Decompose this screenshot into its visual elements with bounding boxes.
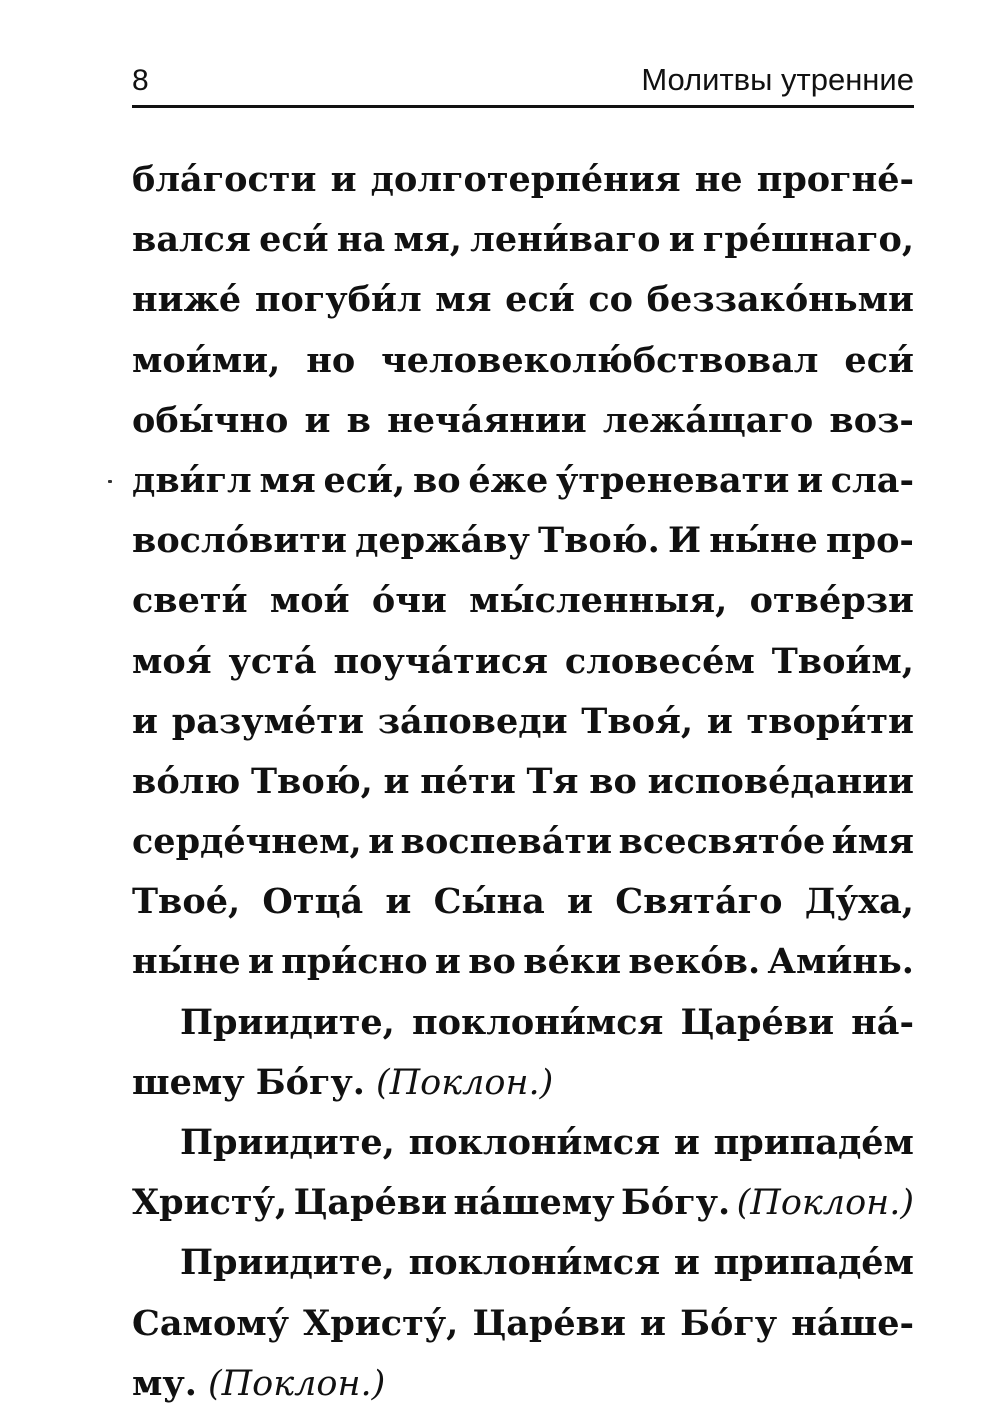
text-word: при́сно [281, 941, 428, 983]
text-word: поклони́мся [408, 1242, 661, 1284]
text-word: и [383, 760, 410, 802]
text-word: пе́ти [420, 760, 516, 802]
text-word: Христу́, [303, 1302, 459, 1344]
text-word: поуча́тися [333, 640, 548, 682]
text-word: Приидите, [180, 1001, 395, 1043]
text-word: припаде́м [713, 1242, 914, 1284]
bow-note: (Поклон.) [208, 1363, 386, 1404]
text-word: Твое́, [132, 881, 241, 923]
text-word: Бо́гу. [620, 1182, 731, 1224]
text-word: Царе́ви [472, 1302, 626, 1344]
text-word: Христу́, [132, 1182, 288, 1224]
text-word: мои́ми, [132, 339, 281, 381]
text-word: мы́сленныя, [469, 580, 728, 622]
text-line [132, 1233, 914, 1293]
text-word: Бо́гу [680, 1302, 778, 1344]
text-word: И [668, 520, 702, 562]
text-word: во [468, 941, 516, 983]
text-word: Приидите, [180, 1122, 395, 1163]
text-word: еси́ [844, 339, 914, 381]
text-word: о́чи [371, 580, 447, 622]
text-word: в [346, 399, 371, 441]
text-word: и [368, 821, 395, 863]
text-word: мои́ [269, 580, 350, 622]
text-word: Твои́м, [771, 640, 914, 682]
text-word: держа́ву [355, 520, 530, 562]
text-line [132, 1354, 914, 1414]
text-word: вался [132, 219, 251, 261]
text-word: неча́янии [387, 399, 587, 441]
text-word: и [673, 1122, 700, 1163]
text-word: беззако́ньми [646, 279, 914, 321]
text-word: на́- [851, 1001, 914, 1043]
text-word: на́ше- [791, 1302, 914, 1344]
text-word: разуме́ти [171, 700, 364, 742]
text-word: и [434, 941, 461, 983]
text-line [132, 571, 914, 631]
text-word: и [132, 700, 158, 742]
text-line [132, 270, 914, 330]
text-word: му. [132, 1362, 197, 1404]
text-word: уста́ [228, 640, 317, 682]
text-line [132, 812, 914, 872]
text-word: и́мя [831, 821, 914, 863]
text-word: погуби́л [254, 279, 422, 321]
text-word: долготерпе́ния [370, 159, 681, 200]
text-word: и [567, 881, 594, 923]
text-word: восло́вити [132, 520, 347, 562]
text-word: за́поведи [377, 700, 568, 742]
text-word: не [694, 159, 743, 200]
text-word: Царе́ви [293, 1182, 448, 1224]
running-title: Молитвы утренние [641, 62, 914, 97]
text-word: на [336, 219, 386, 261]
text-word: ниже́ [132, 279, 242, 321]
text-word: во [412, 459, 461, 501]
text-word: и [385, 881, 412, 923]
header-rule [132, 105, 914, 108]
text-word: бла́гости [132, 159, 317, 200]
text-word: лежа́щаго [602, 399, 814, 441]
text-word: и [673, 1242, 700, 1284]
text-word: мя [435, 279, 492, 321]
text-word: словесе́м [564, 640, 755, 682]
text-word: твори́ти [746, 700, 914, 742]
text-line [132, 511, 914, 571]
text-word: и [330, 159, 357, 200]
text-word: свети́ [132, 580, 248, 622]
text-word: ны́не [709, 520, 818, 562]
text-word: Бо́гу. [255, 1061, 365, 1103]
text-word: шему [132, 1061, 245, 1103]
text-word: Твоя́, [581, 700, 694, 742]
text-word: и [304, 399, 331, 441]
text-word: поклони́мся [411, 1001, 664, 1043]
text-word: у́треневати [555, 459, 790, 501]
text-line [132, 210, 914, 270]
text-word: во́лю [132, 760, 241, 802]
text-word: прогне́- [756, 159, 914, 200]
text-word: воз- [829, 399, 914, 441]
text-word: Свята́го [615, 881, 783, 923]
text-word: Ду́ха, [804, 881, 914, 923]
text-word: отве́рзи [749, 580, 914, 622]
text-word: но [306, 339, 356, 381]
text-word: Отца́ [262, 881, 364, 923]
text-word: и [640, 1302, 667, 1344]
text-word: еси́ [505, 279, 575, 321]
text-line [132, 632, 914, 692]
text-word: Ами́нь. [767, 941, 914, 983]
text-word: еси́ [259, 219, 329, 261]
text-line [132, 932, 914, 992]
text-word: на́шему [453, 1182, 615, 1224]
text-word: дви́гл [132, 459, 252, 501]
text-word: поклони́мся [408, 1122, 661, 1163]
text-word: лени́ваго [470, 219, 661, 261]
text-word: Самому́ [132, 1302, 290, 1344]
text-word: моя́ [132, 640, 212, 682]
text-word: е́же [468, 459, 549, 501]
text-word: Приидите, [180, 1242, 395, 1284]
prayer-text [132, 150, 914, 1414]
text-word: Тя [526, 760, 579, 802]
text-line [132, 1053, 914, 1113]
text-word: про- [825, 520, 914, 562]
text-line [132, 451, 914, 511]
text-word: обы́чно [132, 399, 289, 441]
text-word: Царе́ви [680, 1001, 835, 1043]
text-line [132, 993, 914, 1053]
text-word: мя, [393, 219, 462, 261]
text-word: и [668, 219, 695, 261]
text-word: во [589, 760, 637, 802]
text-word: еси́, [323, 459, 406, 501]
bow-note: (Поклон.) [736, 1183, 914, 1224]
text-word: ве́ки [523, 941, 622, 983]
text-word: человеколю́бствовал [381, 339, 819, 381]
text-word: и [797, 459, 824, 501]
text-word: испове́дании [647, 760, 914, 802]
text-word: припаде́м [713, 1122, 914, 1163]
text-line [132, 752, 914, 812]
text-line [132, 391, 914, 451]
text-word: серде́чнем, [132, 821, 362, 863]
page-header [132, 60, 914, 102]
text-line [132, 1113, 914, 1173]
text-word: мя [259, 459, 316, 501]
text-line [132, 150, 914, 210]
text-word: и [706, 700, 733, 742]
page-number: 8 [132, 64, 149, 97]
text-word: Твою́, [250, 760, 373, 802]
text-line [132, 692, 914, 752]
text-word: веко́в. [628, 941, 761, 983]
text-line [132, 1173, 914, 1233]
text-word: воспева́ти [400, 821, 613, 863]
text-line [132, 872, 914, 932]
text-word: Твою́. [538, 520, 660, 562]
text-word: Сы́на [433, 881, 545, 923]
bow-note: (Поклон.) [376, 1062, 554, 1103]
text-word: со [588, 279, 634, 321]
text-word: всесвято́е [618, 821, 826, 863]
text-line [132, 331, 914, 391]
text-word: гре́шнаго, [702, 219, 914, 261]
text-line [132, 1294, 914, 1354]
text-word: сла- [830, 459, 914, 501]
margin-dot [108, 480, 112, 483]
text-word: ны́не [132, 941, 241, 983]
text-word: и [247, 941, 274, 983]
